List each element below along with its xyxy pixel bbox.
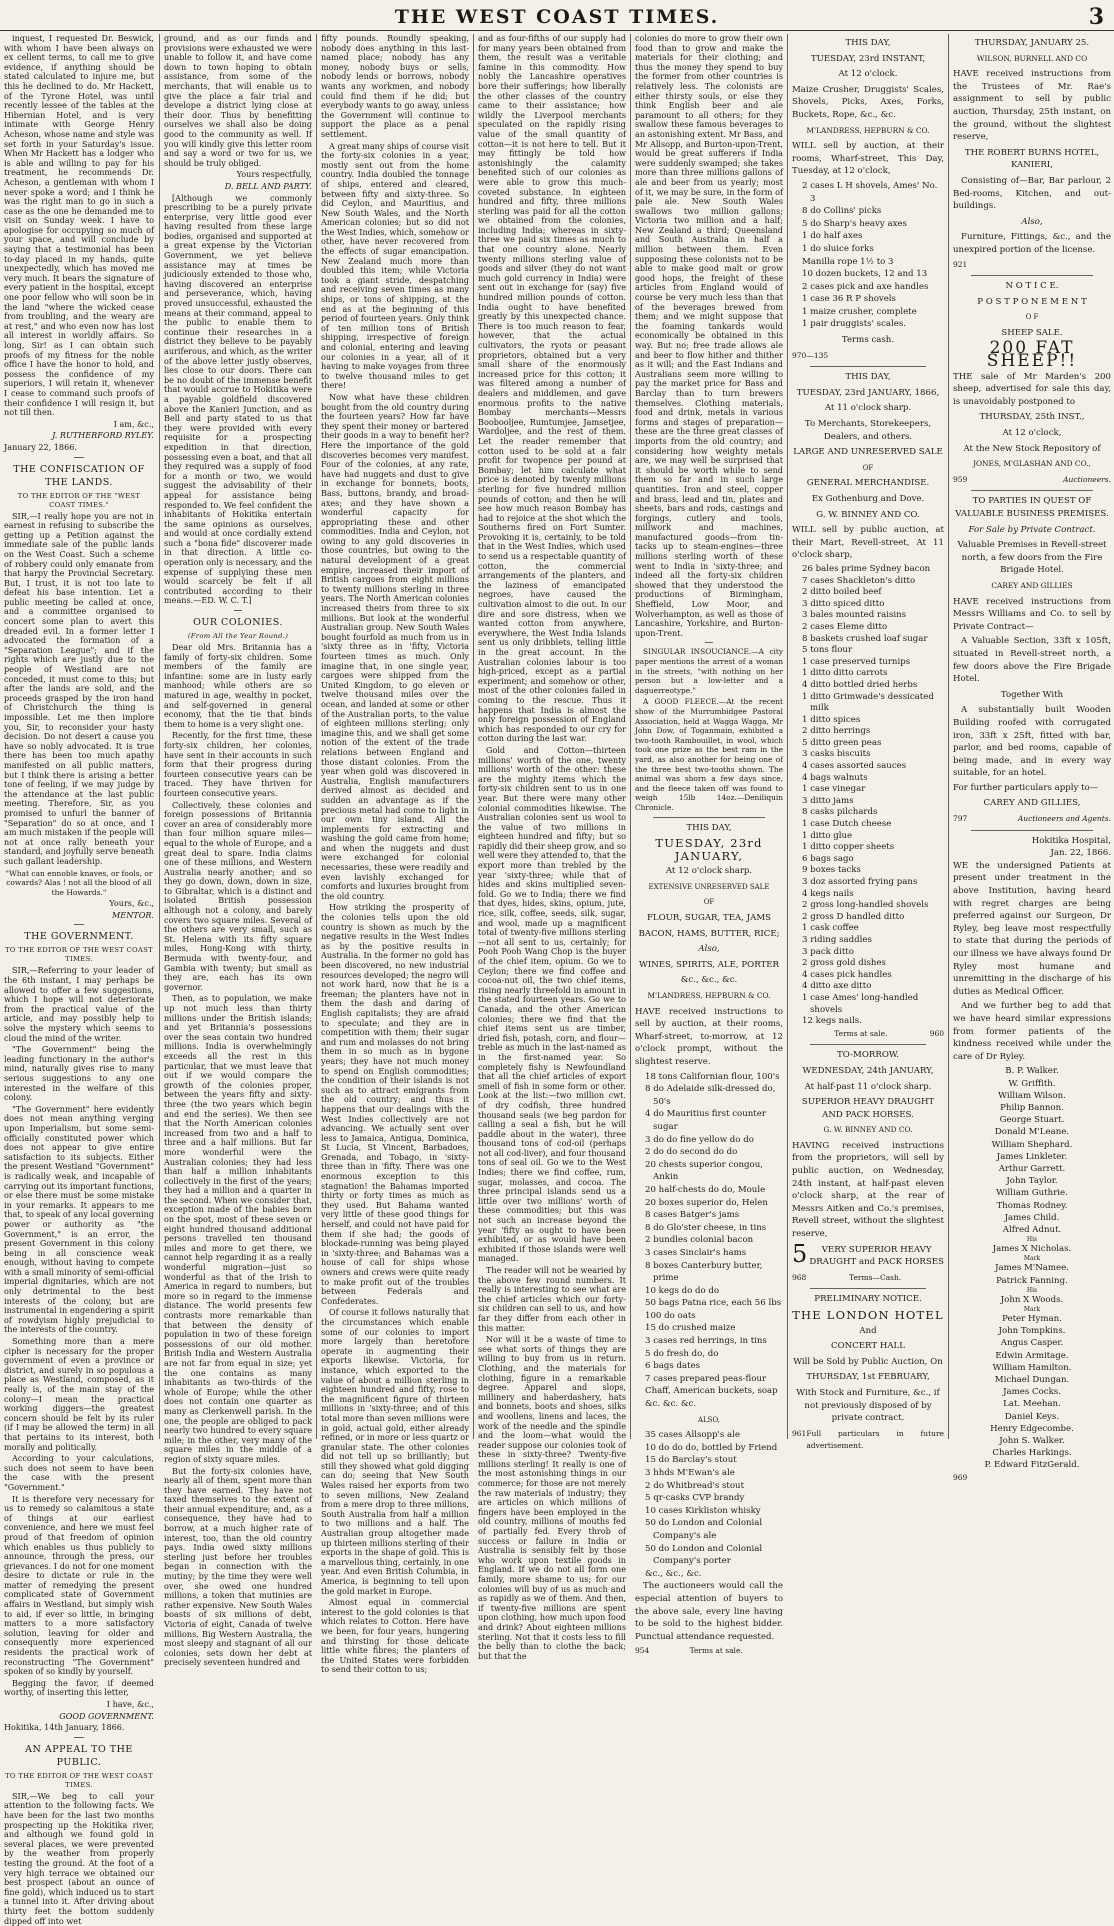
list-item: 4 kegs nails (802, 888, 854, 899)
ad-number: 969 (953, 1472, 968, 1482)
testimonial-body: WE the undersigned Patients at present under treatment in the above Institution, having heard with regret charges are being preferred against our Surgeon, Dr Ryley, beg leave most respectfully to state that during the periods of our illness we have always found Dr Ryley most humane and unremitting in the discharge of his duties as Medical Officer. (953, 860, 1111, 997)
list-item: 3 cases red herrings, in tins (645, 1336, 767, 1347)
ad-date: TUESDAY, 23rd JANUARY, (655, 836, 763, 863)
list-item: 5 tons flour (802, 645, 853, 656)
ad-place: At the New Stock Repository of (963, 443, 1101, 454)
column-7 (948, 34, 1111, 1482)
signatory: James M'Namee. (995, 1263, 1069, 1274)
column-6 (787, 34, 948, 1451)
list-item: 3 doz assorted frying pans (802, 877, 918, 887)
ad-date: THURSDAY, 1st FEBRUARY, (806, 1372, 930, 1383)
paragraph: ground, and as our funds and provisions were exhausted we were unable to follow it, and have come down to town hoping to obtain assistance, from some of the merchants, that will enable us to give the place a fair trial and develope a district lying close at their door. Thus by benefitting ourselves we shall also be doing good to the community as well. If you will kindly give this letter room and say a word or two for us, we should be truly obliged. (164, 33, 312, 168)
ad-item-list (635, 1429, 783, 1580)
ad-firm: G. W. BINNEY AND CO. (816, 509, 920, 520)
divider (971, 830, 1093, 831)
paragraph: "The Government" here evidently does not mean anything verging upon Imperialism, but some semi-officially constituted power which does not appear to give entire satisfaction to its subjects. Either the present Westland "Government" is radically weak, and incapable of carrying out its important functions, or else there must be some mistake in your remarks. It appears to me that, to speak of any local governing power or authority as "the Government," is an error, the present Government in this colony being in all conscience weak enough, without having to compete with a small minority of semi-official imperial dignitaries, which are not only detrimental to the best interests of the colony, but are instrumental in engendering a spirit of rowdyism highly prejudicial to the interests of the country. (4, 1103, 154, 1335)
paragraph: Gold and Cotton—thirteen millions' worth of the one, twenty millions' worth of the other: these are the mighty items which the forty-six children sent to us in one year. But there were many other colonial commodities likewise. The Australian colonies sent us wool to the value of two millions in eighteen hundred and fifty; but so rapidly did their sheep grow, and so well were they attended to, that the export more than trebled by the year 'sixty-three; while that of hides and skins multiplied seven-fold. Go we to India; there we find that dyes, hides, skins, opium, jute, rice, silk, coffee, seeds, silk, sugar, and wool, made up a magnificent total of twenty-five millions sterling—not all sent to us, certainly; for Pooh Pooh Wang Chop is the buyer of the chief item, opium. Go we to Ceylon; there we find coffee and cocoa-nut oil, the two chief items, rising nearly threefold in amount in the stated fourteen years. Go we to Canada, and the other American colonies; there we find that the chief items sent us are timber, dried fish, potash, corn, and flour—treble as much in the last-named as in the first-named year. So completely fishy is Newfoundland that all the chief articles of export smell of fish in some form or other. Look at the list:—two million cwt. of dry codfish, three hundred thousand seals (we beg pardon for calling a seal a fish, but he will paddle about in the water), three thousand tons of cod-oil (perhaps not all cod-liver), and four thousand tons of seal oil. Go we to the West Indies; there we find coffee, rum, sugar, molasses, and cocoa. The three principal islands send us a little over two millions' worth of these commodities; but this was not such an increase beyond the year 'fifty as ought to have been exhibited, or as would have been exhibited if those islands were well managed. (478, 744, 626, 1264)
signatory: William Hamilton. (992, 1362, 1072, 1373)
list-item: 1 ditto spices (802, 714, 861, 725)
ad-items-line: WINES, SPIRITS, ALE, PORTER (638, 959, 780, 970)
ad-time: At 12 o'clock sharp. (665, 866, 753, 877)
signatory: Edwin Armitage. (995, 1350, 1069, 1361)
ad-firm: G. W. BINNEY AND CO. (823, 1125, 913, 1135)
list-item: Chaff, American buckets, soap (645, 1386, 778, 1397)
divider (810, 1288, 926, 1289)
testimonial-body-2: And we further beg to add that we have heard similar expressions from former patients of the kindness received while under the care of Dr Ryley. (953, 1001, 1111, 1062)
ad-particulars: Full particulars in future advertisement. (806, 1428, 944, 1451)
ad-note: With Stock and Furniture, &c., if not previously disposed of by private contract. (796, 1387, 940, 1424)
signatory: Daniel Keys. (1004, 1411, 1060, 1422)
list-item: 2 ditto boiled beef (802, 587, 882, 598)
ad-role: Auctioneers and Agents. (1017, 814, 1111, 824)
editor-note: [Although we commonly prescribing to be a purely private enterprise, very little good ever having resulted from these large bodies, organised and supported at a great expense by the Victorian Government, we yet believe assistance may at times be judiciously extended to those who, having discovered an enterprise and perseverance, which, having proved unsuccessful, exhausted the means at their command, appeal to the public to enable them to continue their researches in a district they believe to be payably auriferous, and which, as the writer of the above letter justly observes, lies close to our doors. There can be no doubt of the immense benefit that would accrue to Hokitika were a payable goldfield discovered above the Kanieri Junction, and as Bell and party stated to us that they were provided with every requisite for a prospecting expedition in that direction, possessing even a boat, and that all they required was a supply of food for a month or two, we would suggest the advisability of their appeal for assistance being responded to. We feel confident the inhabitants of Hokitika entertain the same opinions as ourselves, and would at once cordially extend such a "bona fide" discoverer made in that direction. A little co-operation only is necessary, and the expense of supplying these men would scarcely be felt if all contributed according to their means.—ED. W. C. T.] (164, 192, 312, 606)
ad-what: THE ROBERT BURNS HOTEL, KANIERI, (964, 147, 1100, 171)
signatory: Charles Harkings. (992, 1448, 1072, 1459)
list-item: 1 ditto ditto carrots (802, 668, 888, 679)
list-item: 3 hhds M'Ewan's ale (645, 1468, 735, 1478)
ad-item-list (792, 180, 944, 331)
list-item: 6 bags sago (802, 853, 854, 864)
column-4 (473, 33, 630, 1661)
ad-time: At 11 o'clock sharp. (824, 403, 912, 414)
signatory: Alfred Adnut. (1002, 1224, 1062, 1235)
signatory: James Cocks. (1003, 1387, 1061, 1398)
ad-heading: N O T I C E. (1005, 281, 1059, 292)
news-item: SINGULAR INSOUCIANCE.—A city paper mentions the arrest of a woman in the streets, "with nothing on her person but a low-letter and a daguerreotype." (635, 647, 783, 695)
signatory: John S. Walker. (999, 1436, 1065, 1447)
paragraph: According to your calculations, such does not seem to have been the case with the present "Government." (4, 1453, 154, 1492)
paragraph: It is therefore very necessary for us to remedy so calamitous a state of things at our earliest convenience, and here we must feel proud of that freedom of opinion which enables us thus publicly to announce, through the press, our grievances. I do not for one moment desire to dictate or rule in the matter of remedying the present complicated state of Government affairs in Westland, but simply wish to aid, if ever so little, in bringing matters to a more satisfactory solution, leaving for older and consequently more experienced residents the practical work of reconstructing "The Government" spoken of so kindly by yourself. (4, 1493, 154, 1677)
ad-firm: CAREY AND GILLIES, (983, 798, 1081, 809)
signatory: William Wilson. (998, 1090, 1066, 1101)
list-item: 1 case Ames' long-handled shovels (802, 992, 919, 1015)
testimonial-date: Jan. 22, 1866. (1050, 848, 1111, 859)
ad-footer (635, 1645, 783, 1658)
ad-body: HAVE received instructions from Messrs Williams and Co. to sell by Private Contract— (953, 596, 1111, 632)
ad-what: Valuable Premises in Revell-street north, a few doors from the Fire Brigade Hotel. (957, 540, 1107, 576)
ad-apply: For further particulars apply to— (953, 782, 1099, 793)
signatory: William Guthrie. (996, 1188, 1068, 1199)
ad-item-list (635, 1071, 783, 1411)
list-item: 3 do do fine yellow do do (645, 1134, 754, 1145)
divider (971, 275, 1093, 276)
list-item: 8 baskets crushed loaf sugar (802, 633, 928, 644)
divider (74, 1737, 84, 1738)
list-item: 1 case Dutch cheese (802, 819, 892, 830)
letter-signature: D. BELL AND PARTY. (224, 180, 312, 191)
ad-body: THE sale of Mr Marden's 200 sheep, advertised for sale this day, is unavoidably postponed to (953, 371, 1111, 407)
ad-heading: PRELIMINARY NOTICE. (814, 1294, 922, 1305)
ad-footer (953, 259, 1111, 272)
signatory: Arthur Garrett. (998, 1163, 1066, 1174)
paragraph: How striking the prosperity of the colonies tells upon the old country is shown as much by the negative results in the West Indies as by the positive results in Australia. In the former no gold has been discovered, no new industrial resources developed; the negro will not work hard, now that he is a freeman; the planters have not in them the dash and daring of English capitalists; they are afraid to speculate; and they are in competition with them; their sugar and rum and molasses do not bring them in so much as in bygone years; they have not much money to spend on English commodities; the condition of their islands is not such as to attract emigrants from the old country; and thus it happens that our dealings with the West Indies collectively are not advancing. We actually sent over less to Jamaica, Antigua, Dominica, St Lucia, St Vincent, Barbadoes, Grenada, and Tobago, in 'sixty-three than in 'fifty. There was one enormous exception to this stagnation! the Bahamas imported thirty or forty times as much as they used. But Bahama wanted very little of these good things for herself, and could not have paid for them if she had; the goods of blockade-running was being played in 'sixty-three; and Bahamas was a house of call for ships whose owners and crews were quite ready to make profit out of the troubles between Federals and Confederates. (321, 902, 469, 1306)
paragraph: Something more than a mere cipher is necessary for the proper government of even a province or district, and surely in so populous a place as Westland, composed, as it really is, of the main stay of the colony—I mean the practical working diggers—the greatest concern should be felt by its ruler (if I may be allowed the term) in all that pertains to its interest, both morally and politically. (4, 1336, 154, 1452)
article-heading: THE CONFISCATION OF THE LANDS. (13, 463, 145, 488)
ad-number: 960 (929, 1028, 944, 1038)
ad-firm: CAREY AND GILLIES (991, 580, 1073, 590)
list-item: 1 pair druggists' scales. (802, 319, 906, 330)
ad-also: ALSO, (697, 1415, 721, 1424)
signatory: William Shephard. (991, 1139, 1073, 1150)
ad-items: Maize Crusher, Druggists' Scales, Shovels, Picks, Axes, Forks, Buckets, Rope, &c., &c. (792, 84, 944, 120)
list-item: 10 dozen buckets, 12 and 13 (802, 269, 928, 280)
list-item: 7 cases Shackleton's ditto (802, 575, 916, 586)
letter-close: I have, &c., (106, 1699, 154, 1709)
list-item: 1 case vinegar (802, 784, 866, 795)
list-item: 1 do sluice forks (802, 243, 874, 254)
ad-footer (953, 1472, 1111, 1485)
ad-footer (792, 1028, 944, 1041)
column-3 (316, 33, 473, 1675)
ad-terms: Terms cash. (841, 335, 895, 346)
list-item: 3 casks biscuits (802, 749, 871, 760)
page-columns (4, 33, 1111, 1926)
paragraph: Dear old Mrs. Britannia has a family of forty-six children. Some members of the family are infantine: some are in lusty early manhood; while others are so matured in age, wealthy in pocket, and self-governed in general economy, that the tie that binds them to home is a very slight one. (164, 642, 312, 729)
list-item: 50 bags Patna rice, each 56 lbs (645, 1298, 782, 1309)
ad-firm: WILSON, BURNELL AND CO (976, 53, 1088, 63)
ad-what: GENERAL MERCHANDISE. (806, 478, 930, 489)
letter-signature: GOOD GOVERNMENT. (59, 1710, 154, 1721)
divider (971, 490, 1093, 491)
signatory: Thomas Rodney. (996, 1200, 1068, 1211)
ad-number: 954 (635, 1646, 650, 1656)
paragraph: Then, as to population, we make up not much less than thirty millions under the British islands; and yet Britannia's possessions over the seas contain two hundred millions. India is overwhelmingly exceeds all the rest in this particular, that we must leave that out if we would compare the growth of the colonies proper, between the years fifty and sixty-three (the two years which begin and end the series). We then see that the North American colonies increased from two and a half to three and a half millions. But far more wonderful were the Australian colonies; they had less than half a million inhabitants collectively in the first of the years; they had a million and a quarter in the second. When we consider that, exception made of the babies born on the spot, most of these seven or eight hundred thousand additional persons travelled ten thousand miles and more to get there, we cannot help regarding it as a really wonderful migration—just so wonderful as that of the Irish to America in regard to numbers, but more so in regard to the immense distance. The world presents few contrasts more remarkable than that between the density of population in two of these foreign possessions of our old mother. British India and Western Australia are not far from equal in size; yet the one contains as many inhabitants as two-thirds of the whole of Europe; while the other does not contain one quarter as many as Clerkenwell parish. In the one, the people are obliged to pack nearly two hundred to every square mile; in the other, very many of the square miles in the middle of a region of sixty square miles. (164, 993, 312, 1464)
letter-body: inquest, I requested Dr. Beswick, with whom I have been always on ex cellent terms, to call me to give evidence, if anything should be stated calculated to injure me, but this he declined to do. Mr Hackett, of the Tyrone Hotel, was until recently lessee of the tables at the Hibernian Hotel, and is very intimate with George Henry Acheson, whose name and style was set forth in your Saturday's issue. When Mr Hackett has a lodger who is able and willing to pay for his treatment, he recommends Dr. Acheson, a gentleman with whom I never spoke a word; and I think he was the right man to go in such a case as the one he demanded me to visit on Sunday week. I have to apologise for occupying so much of your space, and will conclude by saying that a testimonial has been to-day placed in my hands, quite unexpectedly, which has moved me very much. It bears the signature of every patient in the hospital, except one poor fellow who will soon be in the land "where the wicked cease from troubling, and the weary are at rest," and who even now has lost all interest in worldly affairs. So long, Sir! as I can obtain such proofs of my fitness for the noble office I have the honor to hold, and possess the confidence of my superiors, I will retain it, whenever I cease to command such proofs of their confidence I will resign it, but not till then. (4, 33, 154, 418)
signatory: Donald M'Leane. (994, 1127, 1070, 1138)
list-item: 10 do do do, bottled by Friend (645, 1442, 778, 1453)
list-item: 9 boxes tacks (802, 865, 861, 876)
signatory: Angus Casper. (1000, 1338, 1064, 1349)
list-item: 2 do do second do do (645, 1147, 738, 1158)
list-item: 4 cases assorted sauces (802, 761, 907, 772)
signatory: Lat. Meehan. (1003, 1399, 1061, 1410)
ad-detail: Consisting of—Bar, Bar parlour, 2 Bed-rooms, Kitchen, and out-buildings. (953, 175, 1111, 212)
ad-number: 959 (953, 474, 968, 484)
letter-body: SIR,—We beg to call your attention to the following facts. We have been for the last two months prospecting up the Hokitika river, and although we found gold in several places, we were prevented by the weather from properly testing the ground. At the foot of a very high terrace we obtained our best prospect (about an ounce of fine gold), which induced us to start a tunnel into it. After driving about thirty feet the bottom suddenly dipped off into wet (4, 1790, 154, 1926)
ad-number: 921 (953, 259, 968, 269)
ad-postponement: P O S T P O N E M E N T (977, 296, 1087, 307)
paragraph: The reader will not be wearied by the above few round numbers. It really is interesting to see what are the chief articles which our forty-six children can sell to us, and how far they differ from each other in this matter. (478, 1265, 626, 1333)
signatory: Mark (1023, 1306, 1041, 1313)
ad-what-2: CONCERT HALL (831, 1341, 905, 1352)
ad-items-line: FLOUR, SUGAR, TEA, JAMS (646, 913, 772, 924)
letter-body: SIR,—I really hope you are not in earnest in refusing to subscribe the getting up a Petition against the immediate sale of the public lands on the West Coast. Such a scheme of robbery could only emanate from that harpy the Provincial Secretary. But, I trust, it is not too late to defeat his base intention. Let a public meeting be called at once, and a committee organised to concert some plan to avert this dreaded evil. In a former letter I advocated the formation of a "Separation League"; and if the rights which are justly due to the people of Westland are not conceded, it must come to this; but after the lands are sold, and the proceeds grasped by the iron hand of Christchurch the thing is impossible. Let me then implore you, Sir, to reconsider your hasty decision. Do not desert a cause you have so nobly advocated. It is true there has been too much apathy manifested on all public matters, but I think there is arising a better tone of feeling, if we may judge by the attendance at the last public meeting. Therefore, Sir, as you promised to unfurl the banner of "Separation" do so at once, and I am much mistaken if the people will not at once rally beneath your standard, and joyfully serve beneath such gallant leadership. (4, 510, 154, 866)
paragraph: Begging the favor, if deemed worthy, of inserting this letter, (4, 1677, 154, 1698)
list-item: 4 do Mauritius first counter sugar (645, 1109, 766, 1132)
article-heading: THE GOVERNMENT. (24, 931, 134, 943)
list-item: 5 ditto green peas (802, 737, 882, 748)
list-item: Manilla rope 1½ to 3 (802, 256, 894, 267)
list-item: 20 half-chests do do, Moule (645, 1184, 766, 1195)
ad-date: THURSDAY, JANUARY 25. (974, 38, 1090, 48)
ad-date: THURSDAY, 25th INST., (979, 412, 1085, 423)
ad-time: At half-past 11 o'clock sharp. (804, 1081, 932, 1092)
ad-horse-count: 5 (792, 1239, 808, 1268)
list-item: 1 ditto copper sheets (802, 842, 895, 853)
article-source: (From All the Year Round.) (187, 632, 289, 641)
signatory: John Tompkins. (998, 1326, 1066, 1337)
page-number: 3 (1088, 4, 1104, 30)
paragraph: Now what have these children bought from the old country during the fourteen years? How far have they spent their money or bartered their goods in a way to benefit her? Here the importance of the gold discoveries becomes very manifest. Four of the colonies, at any rate, have had nuggets and dust to give in exchange for bonnets, boots, Bass, buttons, brandy, and broad-axes; and they have shown a wonderful capacity for appropriating these and other commodities. India and Ceylon, not owing to any gold discoveries in those countries, but owing to the natural development of a great empire, increased their import of British cargoes from eight millions to twenty millions sterling in three years. The North American colonies increased theirs from three to six millions. But look at the wonderful Australian group. New South Wales bought fourfold as much from us in 'sixty three as in 'fifty, Victoria fourteen times as much. Only imagine that, in one single year, cargoes were shipped from the United Kingdom, to go eleven or twelve thousand miles over the ocean, and landed at some or other of the Australian ports, to the value of eighteen millions sterling; only imagine this, and we shall get some notion of the extent of the trade relations between England and those distant colonies. From the year when gold was discovered in Australia, English manufacturers derived almost as decided and sudden an advantage as if the precious metal had come to light in our own tiny island. All the implements for extracting and washing the gold came from home; and when the nuggets and dust were exchanged for colonial necessaries, these were readily and even lavishly exchanged for comforts and luxuries brought from the old country. (321, 391, 469, 901)
letter-quote: "What can ennoble knaves, or fools, or cowards? Alas ! not all the blood of all the Howards." (5, 868, 153, 897)
list-item: 1 case 36 R P shovels (802, 294, 896, 305)
list-item: 2 gross D handled ditto (802, 911, 905, 922)
list-item: 4 ditto bottled dried herbs (802, 679, 918, 690)
list-item: 3 ditto spiced ditto (802, 598, 885, 609)
ad-footer (953, 813, 1111, 826)
ad-firm: M'LANDRESS, HEPBURN & CO. (647, 991, 771, 1001)
ad-number: 970—135 (792, 350, 829, 360)
ad-terms: Terms—Cash. (849, 1272, 902, 1282)
paragraph: and as four-fifths of our supply had for many years been obtained from them, the result was a veritable famine in this commodity. How nobly the Lancashire operatives bore their sufferings; how liberally the other classes of the country came to their assistance; how wildly the Liverpool merchants speculated on the rapidly rising value of the small quantity of cotton—it is not here to tell. But it may fittingly be told how astonishingly the calamity benefited such of our colonies as were able to grow this much-coveted substance. In eighteen hundred and fifty, three millions sterling was paid for all the cotton we obtained from the colonies, including India; whereas in sixty-three we paid six times as much to that one country alone. Nearly twenty millions sterling value of goods and silver (they do not want much gold currency in India) were sent out in exchange for (say) five hundred million pounds of cotton. India ought to have benefited greatly by this unexpected chance. There is too much reason to fear, however, that the actual cultivators, the ryots or peasant proprietors, obtained but a very small share of the enormously increased price for this cotton; it was filtered among a number of dealers and middlemen, and gave enormous profits to the native Bombay merchants—Messrs Boobooljee, Rumtumjee, Jamsetjee, Wardoljee, and the rest of them. Let the reader remember that cotton used to be sold at a fair profit for twopence per pound at Bombay; let him calculate what price is denoted by twenty millions sterling for five hundred million pounds of cotton; and then he will see how much reason Bombay has had to rejoice at the shot which the Southerns fired on Fort Sumter. Provoking it is, certainly, to be told that in the West Indies, which used to send us a respectable quantity of cotton, the commercial arrangements of the planters, and the laziness of emancipated negroes, have caused the cultivation almost to die out. In our dire and sore distress, when we wanted cotton from anywhere, everywhere, the West India Islands sent us only dribblets, telling little in the great account. In the Australian colonies labour is too high-priced, except as a partial experiment; and somehow or other, most of the other colonies failed in coming to the rescue. Thus it happens that India is almost the only foreign possession of England which has responded to our cry for cotton during the last war. (478, 33, 626, 744)
ad-day: THIS DAY, (845, 372, 891, 383)
signatory: B. P. Walker. (1005, 1066, 1059, 1077)
paragraph: Almost equal in commercial interest to the gold colonies is that which relates to Cotton. Here have we been, for four years, hungering and thirsting for those delicate little white fibres; the planters of the United States were forbidden to send their cotton to us; (321, 1597, 469, 1675)
signatory: John Taylor. (1006, 1176, 1058, 1187)
list-item: 8 casks pilchards (802, 807, 878, 818)
list-item: 1 ditto glue (802, 830, 853, 841)
list-item: 2 ditto herrings (802, 726, 871, 737)
ad-building: A substantially built Wooden Building roofed with corrugated iron, 33ft x 25ft, fitted with bar, parlor, and bed rooms, capable of being made, and in every way suitable, for an hotel. (953, 705, 1111, 779)
column-1 (4, 33, 158, 1926)
ad-day: THIS DAY, (686, 822, 732, 833)
ad-day: THIS DAY, (845, 38, 891, 48)
letter-signature: J. RUTHERFORD RYLEY. (52, 430, 154, 441)
list-item: 8 do Glo'ster cheese, in tins (645, 1222, 767, 1233)
ad-also: Also, (1021, 216, 1043, 227)
signatory: George Stuart. (999, 1115, 1065, 1126)
paragraph: colonies do more to grow their own food than to grow and make the materials for their clothing; and thus the money they spend to buy the former from other countries is relatively less. The colonists are either thirsty souls, or else they think English beer and ale paramount to all others; for they swallow these famous beverages to an astonishing extent. Mr Bass, and Mr Allsopp, and Burton-upon-Trent, would be great sufferers if India were suddenly swamped; she takes more than three millions gallons of ale and beer from us yearly; most of it, we may be sure, in the form of pale ale. New South Wales swallows two million gallons; Victoria two million and a half; New Zealand a third; Queensland and South Australia in half a million between them. Even supposing these colonists not to be able to make good malt or grow good hops, the freight of these articles from England would of course be very much less than that of the beverages brewed from them; and we might suppose that the foaming tankards would economically be obtained in this way. But no; free trade allows ale and beer to flow hither and thither as it will; and the East Indians and Australians seem more willing to pay the market price for Bass and Barclay than to turn brewers themselves. Clothing materials, food and drink, metals in various forms and stages of preparation—these are the three great classes of imports from the old country; and considering how weighty metals are, we may well be surprised that it should be worth while to send them so far and in such large quantities. Iron and steel, copper and brass, lead and tin, plates and sheets, bars and rods, castings and forgings, cutlery and tools, millwork and machines, manufactured goods—from tin-tacks up to steam-engines—three millions sterling worth of these went to India in 'sixty-three; and indeed all the forty-six children showed that they understood the productions of Birmingham, Sheffield, Low Moor, and Wolverhampton, as well as those of Lancashire, Yorkshire, and Burton-upon-Trent. (635, 33, 783, 638)
list-item: 20 boxes superior do, Helen (645, 1197, 768, 1208)
letter-signature: MENTOR. (112, 909, 154, 920)
divider (810, 366, 926, 367)
list-item: 5 do fresh do, do (645, 1348, 719, 1359)
signatory: James Child. (1004, 1212, 1060, 1223)
list-item: 15 do Barclay's stout (645, 1455, 737, 1466)
ad-shipment: Ex Gothenburg and Dove. (811, 494, 925, 504)
ad-footer (792, 350, 944, 363)
ad-subheading: For Sale by Private Contract. (968, 524, 1096, 535)
signatory: His (1026, 1236, 1038, 1244)
ad-item: A Valuable Section, 33ft x 105ft, situated in Revell-street north, a few doors above the Fire Brigade Hotel. (953, 636, 1111, 685)
ad-horse-description: VERY SUPERIOR HEAVY DRAUGHT and PACK HORSES (809, 1244, 944, 1268)
ad-time: At 12 o'clock, (1002, 428, 1062, 439)
signatory: Patrick Fanning. (996, 1275, 1068, 1286)
list-item: 4 cases pick handles (802, 969, 892, 980)
list-item: 10 cases Kirkliston whisky (645, 1505, 761, 1516)
masthead (0, 0, 1114, 31)
ad-firm: JONES, M'GLASHAN AND CO., (973, 459, 1091, 469)
list-item: 18 tons Californian flour, 100's (645, 1071, 780, 1082)
ad-firm: M'LANDRESS, HEPBURN & CO. (806, 125, 930, 135)
ad-audience: To Merchants, Storekeepers, Dealers, and others. (804, 419, 932, 442)
list-item: 1 cask coffee (802, 923, 859, 934)
list-item: 5 do Sharp's heavy axes (802, 218, 907, 229)
list-item: 1 do half axes (802, 231, 863, 242)
ad-terms: Terms at sale. (689, 1646, 743, 1656)
list-item: 35 cases Allsopp's ale (645, 1430, 740, 1441)
ad-item-list (792, 564, 944, 1028)
ad-time: At 12 o'clock. (838, 69, 898, 80)
ad-number: 797 (953, 814, 968, 824)
ad-heading: TO PARTIES IN QUEST OF VALUABLE BUSINESS PREMISES. (955, 496, 1109, 519)
list-item: 3 riding saddles (802, 934, 872, 945)
advertisement-grocery-sale (635, 822, 783, 1658)
ad-number: 961 (792, 1428, 807, 1438)
list-item: 50 do London and Colonial Company's porter (645, 1543, 763, 1567)
ad-terms: Terms at sale. (834, 1028, 888, 1038)
ad-more: Furniture, Fittings, &c., and the unexpired portion of the license. (953, 232, 1111, 255)
list-item: 100 do oats (645, 1310, 696, 1321)
list-item: 4 ditto axe ditto (802, 981, 872, 992)
list-item: &c. &c. &c. (645, 1399, 697, 1410)
signatory: James X Nicholas. (992, 1244, 1072, 1255)
news-item: A GOOD FLEECE.—At the recent show of the Murrumbidgee Pastoral Association, held at Wagga Wagga, Mr John Dow, of Toganmain, exhibited a two-tooth Rambouillet, in wool, which took one prize as the best ram in the yard, as also another for being one of the three best two-tooths shown. The animal was shorn a few days since, and the fleece taken off was found to weigh 15lb 14oz.—Deniliquin Chronicle. (635, 697, 783, 812)
ad-footer (953, 474, 1111, 487)
ad-sale-type: LARGE AND UNRESERVED SALE (793, 447, 943, 458)
ad-horses (792, 1239, 944, 1269)
ad-day: TO-MORROW. (837, 1050, 899, 1061)
list-item: 50 do London and Colonial Company's ale (645, 1518, 763, 1541)
column-5 (630, 33, 787, 1656)
list-item: 2 do Whitbread's stout (645, 1480, 745, 1491)
ad-date: WEDNESDAY, 24th JANUARY, (802, 1065, 934, 1076)
signatory: Peter Hyman. (1002, 1314, 1062, 1324)
divider (810, 1044, 926, 1045)
list-item: 8 boxes Canterbury butter, prime (645, 1260, 763, 1284)
ad-footer (792, 1272, 944, 1285)
ad-and: And (859, 1325, 877, 1336)
signatory: Henry Edgecombe. (990, 1423, 1074, 1434)
signatory: Michael Dungan. (994, 1375, 1070, 1386)
ad-of: O F (1025, 313, 1039, 322)
article-subheading: TO THE EDITOR OF THE WEST COAST TIMES. (5, 1771, 153, 1789)
paragraph: Collectively, these colonies and foreign possessions of Britannia cover an area of considerably more than four million square miles—equal to the whole of Europe, and a great deal to spare. India claims one of these millions, and Western Australia nearly another; and so they go down, down, down in size, to Gibraltar, which is a distinct and isolated British possession although not a colony, and barely covers two square miles. Several of the others are very small, such as St. Helena with its fifty square miles, Hong-Kong with thirty, Bermuda with twenty-four, and Gambia with twenty; but small as they are, each has its own governor. (164, 799, 312, 992)
ad-etc: &c., &c., &c. (680, 975, 738, 986)
list-item: 26 bales prime Sydney bacon (802, 563, 931, 574)
list-item: 7 cases prepared peas-flour (645, 1373, 767, 1384)
divider (74, 457, 84, 458)
ad-also: Also, (698, 944, 720, 955)
signatory: John X Woods. (1000, 1294, 1064, 1305)
list-item: 2 cases Eleme ditto (802, 621, 888, 632)
ad-number: 968 (792, 1272, 807, 1282)
list-item: 1 case preserved turnips (802, 656, 911, 667)
letter-date: Hokitika, 14th January, 1866. (4, 1722, 125, 1733)
testimonial-place: Hokitika Hospital, (1031, 835, 1111, 846)
article-heading: OUR COLONIES. (193, 617, 283, 629)
divider (74, 924, 84, 925)
list-item: 2 gross gold dishes (802, 958, 886, 969)
list-item: 1 ditto Grimwade's dessicated milk (802, 691, 934, 714)
ad-body: HAVING received instructions from the proprietors, will sell by public auction, on Wednesday, 24th instant, at half-past eleven o'clock sharp, at the rear of Messrs Aitken and Co.'s premises, Revell street, without the slightest reserve, (792, 1140, 944, 1240)
paragraph: Recently, for the first time, these forty-six children, her colonies, have sent in their accounts in such form that their progress during fourteen consecutive years can be traced. They have thriven for fourteen consecutive years. (164, 730, 312, 798)
article-heading: AN APPEAL TO THE PUBLIC. (25, 1743, 133, 1768)
ad-role: Auctioneers. (1063, 474, 1111, 484)
paragraph: fifty pounds. Roundly speaking, nobody does anything in this last-named place; nobody has any money, nobody buys or sells, nobody lends or borrows, nobody wants any workmen, and nobody could find them if he did; but everybody wants to go away, unless the Government will continue to support the place as a penal settlement. (321, 33, 469, 139)
ad-of: OF (862, 463, 874, 472)
ad-date: TUESDAY, 23rd JANUARY, 1866, (796, 387, 940, 398)
letter-close: Yours respectfully, (236, 169, 312, 180)
list-item: 2 bundles colonial bacon (645, 1235, 754, 1246)
list-item: 12 kegs nails. (802, 1016, 862, 1027)
list-item: 20 chests superior congou, Ankin (645, 1159, 763, 1183)
paragraph: SIR,—Referring to your leader of the 6th instant, I may perhaps be allowed to offer a few suggestions, which I hope will not deteriorate from the practical value of the article, and may possibly help to solve the mystery which seems to cloud the mind of the writer. (4, 965, 154, 1043)
list-item: 15 do crushed maize (645, 1323, 736, 1334)
ad-body: Will be Sold by Public Auction, On (793, 1356, 943, 1367)
list-item: 8 do Collins' picks (802, 206, 882, 217)
divider (234, 610, 242, 611)
list-item: 3 pack ditto (802, 946, 854, 957)
article-subheading: TO THE EDITOR OF THE "WEST COAST TIMES." (17, 491, 141, 509)
list-item: 1 maize crusher, complete (802, 306, 917, 317)
signatory: James Linkleter. (996, 1151, 1068, 1162)
list-item: 4 bags walnuts (802, 772, 868, 783)
paragraph: A great many ships of course visit the forty-six colonies in a year, mostly sent out from the home country. India doubled the tonnage of ships, entered and cleared, between fifty and sixty-three. So did Ceylon, and Mauritius, and New South Wales, and the North American colonies; but so did not the West Indies, which, somehow or other, have never recovered from the effects of sugar emancipation. New Zealand much more than doubled this item; while Victoria took a giant stride, despatching and receiving seven times as many ships, or tons of shipping, at the end as at the beginning of this period of fourteen years. Only think of ten million tons of British shipping, irrespective of foreign and colonial, entering and leaving our colonies in a year, all of it having to make voyages from three to twelve thousand miles to get there! (321, 140, 469, 391)
ad-body: WILL sell by auction, at their rooms, Wharf-street, This Day, Tuesday, at 12 o'clock, (792, 141, 944, 177)
signatory: Mark (1023, 1255, 1041, 1263)
list-item: 2 cases L H shovels, Ames' No. 3 (802, 180, 938, 204)
divider (653, 817, 765, 818)
signatory: Philip Bannon. (1000, 1102, 1064, 1113)
ad-sale-type: EXTENSIVE UNRESERVED SALE (648, 882, 770, 891)
ad-items-line: BACON, HAMS, BUTTER, RICE; (638, 928, 780, 939)
article-subheading: TO THE EDITOR OF THE WEST COAST TIMES. (5, 946, 153, 964)
ad-of: OF (703, 898, 715, 907)
signatory-list (953, 1065, 1111, 1471)
list-item: 2 gross long-handled shovels (802, 900, 929, 911)
list-item: 3 cases Sinclair's hams (645, 1247, 747, 1258)
list-item: 2 cases pick and axe handles (802, 281, 929, 292)
list-item: 6 bags dates (645, 1361, 701, 1372)
ad-what: THE LONDON HOTEL (792, 1308, 944, 1322)
ad-date: TUESDAY, 23rd INSTANT, (810, 53, 926, 64)
signatory: W. Griffith. (1008, 1078, 1056, 1089)
signatory: His (1026, 1286, 1038, 1294)
list-item: 3 bales mounted raisins (802, 610, 907, 621)
ad-body: HAVE received instructions from the Trustees of Mr. Rae's assignment to sell by public auction, Thursday, 25th instant, on the ground, without the slightest reserve, (953, 69, 1111, 143)
paragraph: Nor will it be a waste of time to see what sorts of things they are willing to buy from us in return. Clothing, and the materials for clothing, figure in a remarkable degree. Apparel and slops, millinery and haberdashery, hats and bonnets, boots and shoes, silks and woollens, linens and laces, the work of the needle and the spindle and the loom—what would the reader suppose our colonies took of these in sixty-three? Twenty-five millions sterling! It really is one of the most astonishing things in our commerce; for those are not merely the raw materials of industry; they are articles on which millions of fingers have been employed in the old country, millions of mouths fed of partially fed. Every throb of success or failure in India or Australia is sensibly felt by those who work upon textile goods in England. If we do not all form one family, more shame to us; for our colonies will buy of us as much and as rapidly as we of them. And then, if twenty-five millions are spent upon clothing, how much upon food and drink? About eighteen millions sterling. Not that it costs less to fill the belly than to clothe the back; but that the (478, 1334, 626, 1661)
list-item: 5 qr-casks CVP brandy (645, 1493, 745, 1504)
letter-close: Yours, &c., (109, 898, 154, 909)
ad-body: HAVE received instructions to sell by auction, at their rooms, Wharf-street, to-morrow, at 12 o'clock prompt, without the slightest reserve. (635, 1006, 783, 1067)
letter-date: January 22, 1866. (4, 441, 77, 452)
ad-what: SHEEP SALE. (1001, 327, 1063, 338)
column-2 (159, 33, 316, 1668)
paragraph: But the forty-six colonies have, nearly all of them, spent more than they have earned. They have not taxed themselves to the extent of their annual expenditure; and, as a consequence, they have had to borrow, at a much higher rate of interest, too, than the old country pays. India owed sixty millions sterling just before her troubles began in connection with the mutiny; by the time they were well over, she owed one hundred millions, a token that mutinies are rather expensive. New South Wales boasts of six millions of debt, Victoria of eight, Canada of twelve millions. Big Western Australia, the most sleepy and stagnant of all our colonies, sets down her debt at precisely seventeen hundred and (164, 1465, 312, 1668)
letter-close: I am, &c., (113, 418, 154, 429)
ad-footer (792, 1428, 944, 1453)
paragraph: "The Government" being the leading functionary in the author's mind, naturally gives rise to many serious suggestions to any one interested in the welfare of this colony. (4, 1044, 154, 1103)
list-item: 8 do Adelaide silk-dressed do, 50's (645, 1084, 776, 1107)
ad-body: WILL sell by public auction, at their Mart, Revell-street, At 11 o'clock sharp, (792, 525, 944, 561)
list-item: 8 cases Batger's jams (645, 1210, 740, 1221)
ad-notice: The auctioneers would call the especial attention of buyers to the above sale, every line having to be sold to the highest bidder. Punctual attendance requested. (635, 1581, 783, 1642)
divider (705, 642, 713, 643)
ad-with: Together With (1000, 689, 1064, 700)
signatory: P. Edward FitzGerald. (984, 1460, 1080, 1471)
ad-what: SUPERIOR HEAVY DRAUGHT AND PACK HORSES. (801, 1097, 935, 1120)
ad-headline: 200 FAT SHEEP!! (986, 338, 1078, 372)
list-item: 10 kegs do do do (645, 1285, 720, 1296)
newspaper-title: THE WEST COAST TIMES. (394, 6, 720, 28)
paragraph: Of course it follows naturally that the circumstances which enable some of our colonies to import more largely than heretofore operate in augmenting their exports likewise. Victoria, for instance, which exported to the value of about a million sterling in eighteen hundred and fifty, rose to the magnificent figure of thirteen millions in 'sixty-three; and of this total more than seven millions were in gold, actual gold, either already refined, or in more or less quartz or granular state. The other colonies did not tell up so brilliantly; but still they showed what gold digging can do; seeing that New South Wales raised her exports from two to seven millions, New Zealand from a mere drop to three millions, South Australia from half a million to two millions and a half. The Australian group altogether made up thirteen millions sterling of their exports in the shape of gold. This is a marvellous thing, certainly, in one year. And even British Columbia, in America, is beginning to tell upon the gold market in Europe. (321, 1307, 469, 1596)
list-item: &c., &c., &c. (645, 1568, 702, 1579)
list-item: 3 ditto jams (802, 795, 854, 806)
